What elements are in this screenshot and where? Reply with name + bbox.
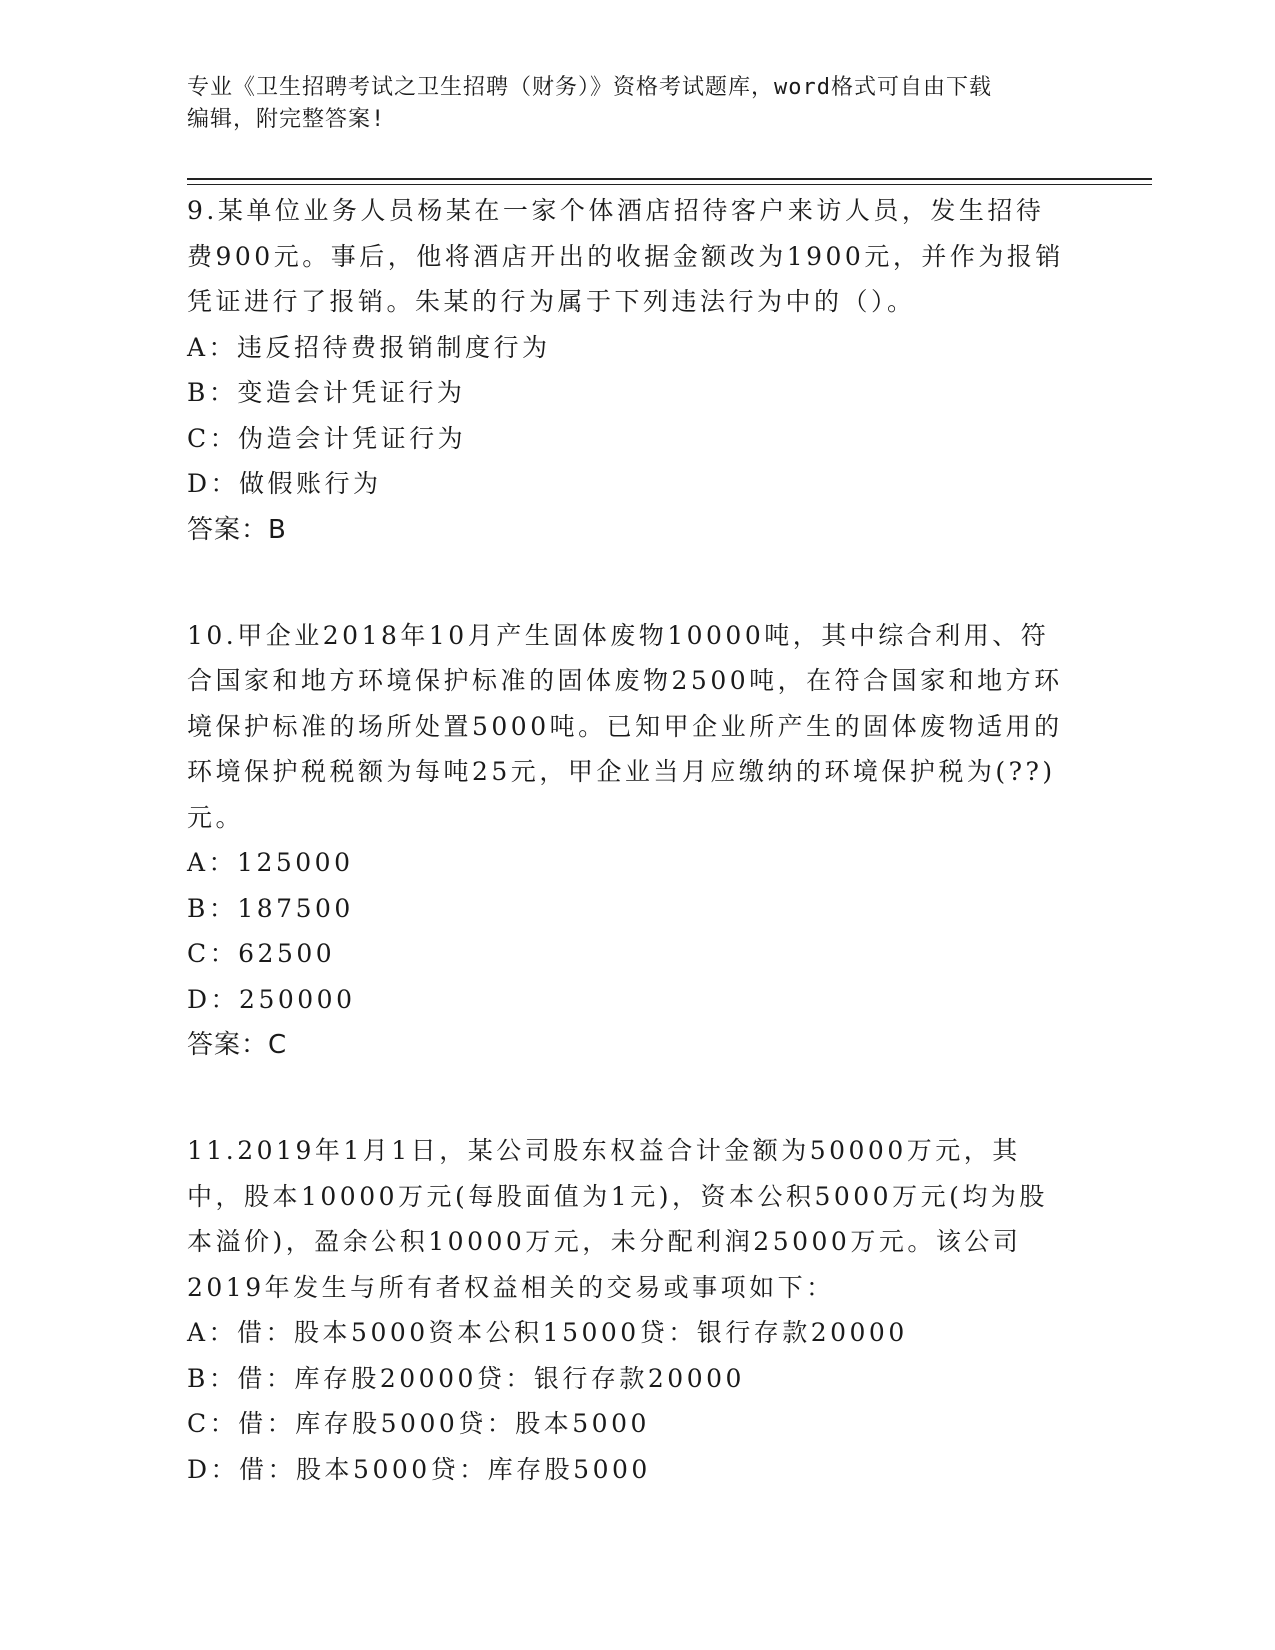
question-11 bbox=[187, 1128, 1067, 1492]
document-header bbox=[187, 72, 1067, 136]
header-divider-thin bbox=[187, 184, 1152, 185]
option-a: A：125000 bbox=[187, 848, 354, 877]
option-c: C：借：库存股5000贷：股本5000 bbox=[187, 1409, 650, 1438]
option-b: B：变造会计凭证行为 bbox=[187, 378, 466, 407]
header-line-2: 编辑，附完整答案! bbox=[187, 107, 386, 132]
answer-label: 答案：B bbox=[187, 514, 287, 545]
option-a: A：借：股本5000资本公积15000贷：银行存款20000 bbox=[187, 1318, 908, 1347]
question-10 bbox=[187, 613, 1067, 1069]
question-9 bbox=[187, 188, 1067, 553]
option-c: C：62500 bbox=[187, 939, 336, 968]
question-stem: 11.2019年1月1日，某公司股东权益合计金额为50000万元，其中，股本10000万元(每股面值为1元)，资本公积5000万元(均为股本溢价)，盈余公积10000万元，未分配利润25000万元。该公司2019年发生与所有者权益相关的交易或事项如下： bbox=[187, 1136, 1048, 1302]
option-b: B：借：库存股20000贷：银行存款20000 bbox=[187, 1363, 745, 1393]
option-d: D：250000 bbox=[187, 984, 356, 1014]
option-c: C：伪造会计凭证行为 bbox=[187, 423, 467, 453]
answer-label: 答案：C bbox=[187, 1030, 288, 1060]
question-stem: 9.某单位业务人员杨某在一家个体酒店招待客户来访人员，发生招待费900元。事后，他将酒店开出的收据金额改为1900元，并作为报销凭证进行了报销。朱某的行为属于下列违法行为中的（）。 bbox=[187, 196, 1064, 316]
question-list bbox=[187, 188, 1067, 1552]
option-b: B：187500 bbox=[187, 893, 354, 923]
header-line-1: 专业《卫生招聘考试之卫生招聘（财务）》资格考试题库，word格式可自由下载 bbox=[187, 75, 992, 100]
option-d: D：借：股本5000贷：库存股5000 bbox=[187, 1454, 651, 1484]
question-stem: 10.甲企业2018年10月产生固体废物10000吨，其中综合利用、符合国家和地方环境保护标准的固体废物2500吨，在符合国家和地方环境保护标准的场所处置5000吨。已知甲企业所产生的固体废物适用的环境保护税税额为每吨25元，甲企业当月应缴纳的环境保护税为(??)元。 bbox=[187, 620, 1063, 832]
option-a: A：违反招待费报销制度行为 bbox=[187, 332, 551, 362]
header-divider bbox=[187, 178, 1152, 180]
option-d: D：做假账行为 bbox=[187, 469, 382, 498]
